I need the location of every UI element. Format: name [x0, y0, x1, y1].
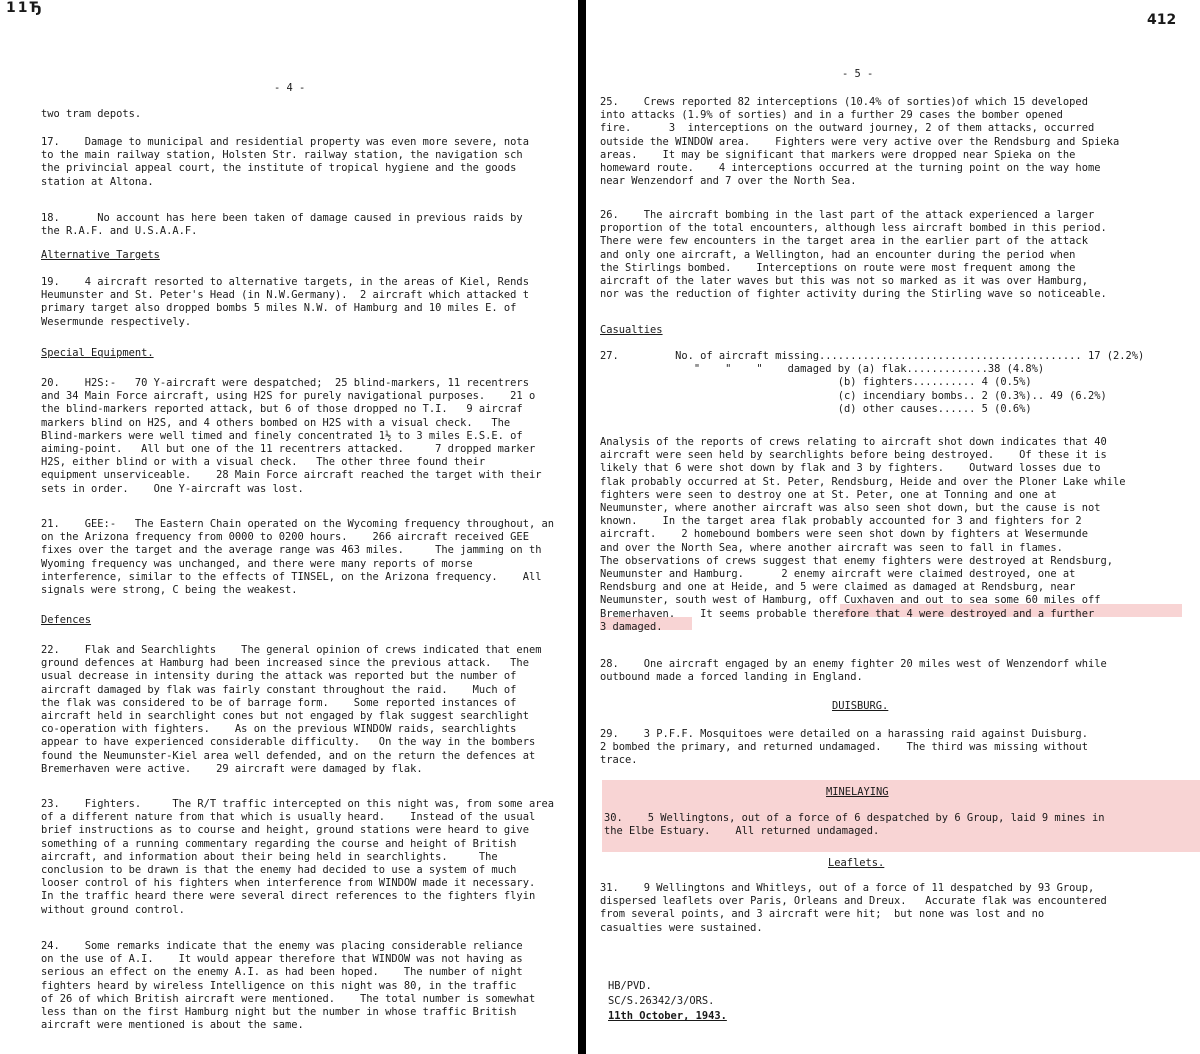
corner-mark: 11Ђ	[6, 0, 44, 16]
right-heading-duisburg: DUISBURG.	[832, 700, 889, 712]
left-heading-special-equipment: Special Equipment.	[41, 347, 154, 359]
right-page	[600, 0, 1200, 1054]
archive-number: 412	[1147, 12, 1177, 28]
right-block-5: 28. One aircraft engaged by an enemy fighter 20 miles west of Wenzendorf while outbound made a forced landing in England.	[600, 658, 1107, 684]
binding-divider	[578, 0, 586, 1054]
right-heading-leaflets: Leaflets.	[828, 857, 885, 869]
left-heading-alternative-targets: Alternative Targets	[41, 249, 160, 261]
right-block-9: 30. 5 Wellingtons, out of a force of 6 despatched by 6 Group, laid 9 mines in the Elbe Estuary. All returned undamaged.	[604, 812, 1105, 838]
signature-date: 11th October, 1943.	[608, 1010, 727, 1022]
page-number-right: - 5 -	[842, 68, 874, 80]
left-block-9: 22. Flak and Searchlights The general opinion of crews indicated that enem ground defences at Hamburg had been increased since the previous attack. The usual decrease in intensity during the attack was reported but the number of aircraft damaged by flak was fairly constant throughout the raid. Much of the flak was considered to be of barrage form. Some reported instances of aircraft held in searchlight cones but not engaged by flak suggest searchlight co-operation with fighters. As on the previous WINDOW raids, searchlights appear to have experienced considerable difficulty. On the way in the bombers found the Neumunster-Kiel area well defended, and on the return the defences at Bremerhaven were active. 29 aircraft were damaged by flak.	[41, 644, 542, 775]
left-page	[0, 0, 578, 1054]
right-heading-casualties: Casualties	[600, 324, 663, 336]
signature-initials: HB/PVD.	[608, 980, 652, 992]
left-heading-defences: Defences	[41, 614, 92, 626]
right-block-0: 25. Crews reported 82 interceptions (10.4% of sorties)of which 15 developed into attacks (1.9% of sorties) and in a further 29 cases the bomber opened fire. 3 interceptions on the outward journey, 2 of them attacks, occurred outside the WINDOW area. Fighters were very active over the Rendsburg and Spieka areas. It may be significant that markers were dropped near Spieka on the homeward route. 4 interceptions occurred at the turning point on the way home near Wenzendorf and 7 over the North Sea.	[600, 96, 1120, 188]
right-block-3-casualty-table: 27. No. of aircraft missing.......................................... 17 (2.2%) " " " damaged by (a) flak.............38 (4.8%) (b) fighters.......... 4 (0.5%) (c) incendiary bombs.. 2 (0.3%).. 49 (6.2%) (d) other causes...... 5 (0.6%)	[600, 350, 1145, 415]
left-block-7: 21. GEE:- The Eastern Chain operated on the Wycoming frequency throughout, an on the Arizona frequency from 0000 to 0200 hours. 266 aircraft received GEE fixes over the target and the average range was 463 miles. The jamming on th Wyoming frequency was unchanged, and there were many reports of morse interference, similar to the effects of TINSEL, on the Arizona frequency. All signals were strong, C being the weakest.	[41, 518, 554, 597]
right-block-1: 26. The aircraft bombing in the last part of the attack experienced a larger proportion of the total encounters, although less aircraft bombed in this period. There were few encounters in the target area in the earlier part of the attack and only one aircraft, a Wellington, had an encounter during the period when the Stirlings bombed. Interceptions on route were most frequent among the aircraft of the later waves but this was not so marked as it was over Hamburg, nor was the reduction of fighter activity during the Stirling wave so noticeable.	[600, 209, 1107, 301]
left-block-1: 17. Damage to municipal and residential property was even more severe, nota to the main railway station, Holsten Str. railway station, the navigation sch the privincial appeal court, the institute of tropical hygiene and the goods station at Altona.	[41, 136, 529, 188]
right-block-11: 31. 9 Wellingtons and Whitleys, out of a force of 11 despatched by 93 Group, dispersed leaflets over Paris, Orleans and Dreux. Accurate flak was encountered from several points, and 3 aircraft were hit; but none was lost and no casualties were sustained.	[600, 882, 1107, 934]
right-heading-minelaying: MINELAYING	[826, 786, 889, 798]
left-block-11: 24. Some remarks indicate that the enemy was placing considerable reliance on the use of A.I. It would appear therefore that WINDOW was not having as serious an effect on the enemy A.I. as had been hoped. The number of night fighters heard by wireless Intelligence on this night was 80, in the traffic of 26 of which British aircraft were mentioned. The total number is somewhat less than on the first Hamburg night but the number in whose traffic British aircraft were mentioned is about the same.	[41, 940, 536, 1032]
left-block-6: 20. H2S:- 70 Y-aircraft were despatched; 25 blind-markers, 11 recentrers and 34 Main Force aircraft, using H2S for purely navigational purposes. 21 o the blind-markers reported attack, but 6 of those dropped no T.I. 9 aircraf markers blind on H2S, and 4 others bombed on H2S with a visual check. The Blind-markers were well timed and finely concentrated 1½ to 3 miles E.S.E. of aiming-point. All but one of the 11 recentrers attacked. 7 dropped marker H2S, either blind or with a visual check. The other three found their equipment unserviceable. 28 Main Force aircraft reached the target with their sets in order. One Y-aircraft was lost.	[41, 377, 542, 495]
signature-reference: SC/S.26342/3/ORS.	[608, 995, 715, 1007]
page-number-left: - 4 -	[274, 82, 306, 94]
right-block-4: Analysis of the reports of crews relating to aircraft shot down indicates that 40 aircraft were seen held by searchlights before being destroyed. Of these it is likely that 6 were shot down by flak and 3 by fighters. Outward losses due to flak probably occurred at St. Peter, Rendsburg, Heide and over the Ploner Lake while fighters were seen to destroy one at St. Peter, one at Tonning and one at Neumunster, where another aircraft was also seen shot down, but the cause is not known. In the target area flak probably accounted for 3 and fighters for 2 aircraft. 2 homebound bombers were seen shot down by fighters at Wesermunde and over the North Sea, where another aircraft was seen to fall in flames. The observations of crews suggest that enemy fighters were destroyed at Rendsburg, Neumunster and Hamburg. 2 enemy aircraft were claimed destroyed, one at Rendsburg and one at Heide, and 5 were claimed as damaged at Rendsburg, near Neumunster, south west of Hamburg, off Cuxhaven and out to sea some 60 miles off Bremerhaven. It seems probable therefore that 4 were destroyed and a further 3 damaged.	[600, 436, 1126, 633]
left-block-4: 19. 4 aircraft resorted to alternative targets, in the areas of Kiel, Rends Heumunster and St. Peter's Head (in N.W.Germany). 2 aircraft which attacked t primary target also dropped bombs 5 miles N.W. of Hamburg and 10 miles E. of Wesermunde respectively.	[41, 276, 529, 328]
left-block-2: 18. No account has here been taken of damage caused in previous raids by the R.A.F. and U.S.A.A.F.	[41, 212, 523, 238]
right-block-7: 29. 3 P.F.F. Mosquitoes were detailed on a harassing raid against Duisburg. 2 bombed the primary, and returned undamaged. The third was missing without trace.	[600, 728, 1088, 767]
left-block-0: two tram depots.	[41, 108, 142, 120]
left-block-10: 23. Fighters. The R/T traffic intercepted on this night was, from some area of a different nature from that which is usually heard. Instead of the usual brief instructions as to course and height, ground stations were heard to give something of a running commentary regarding the course and height of British aircraft, and information about their being held in searchlights. The conclusion to be drawn is that the enemy had decided to use a system of much looser control of his fighters when interference from WINDOW made it necessary. In the traffic heard there were several direct references to the fighters flyin without ground control.	[41, 798, 554, 916]
